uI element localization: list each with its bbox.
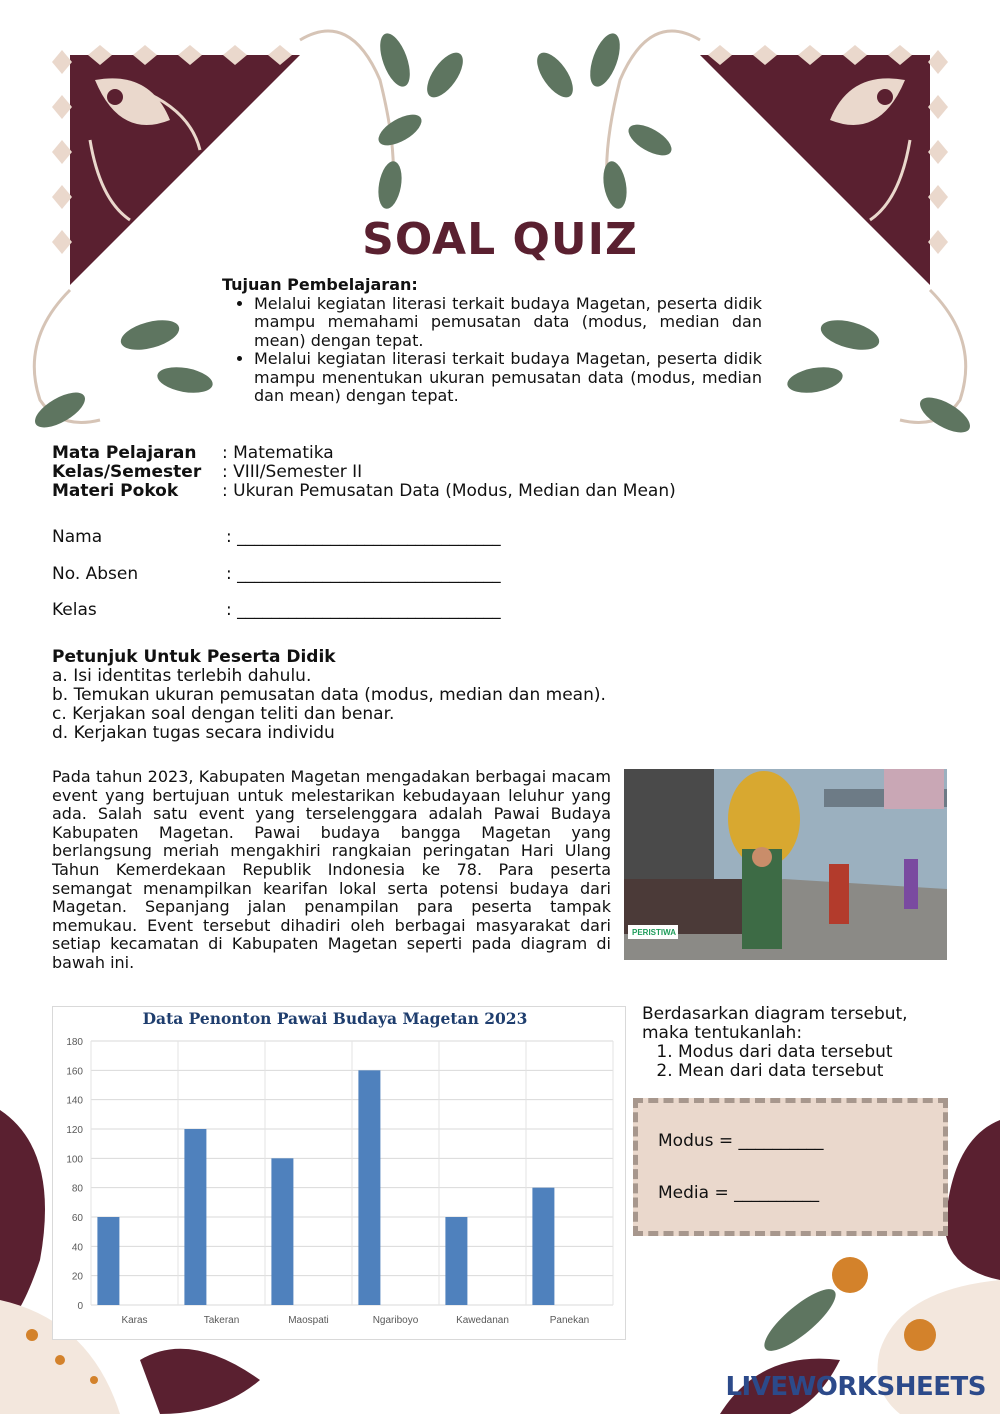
learning-goals-heading: Tujuan Pembelajaran: <box>222 275 418 294</box>
topic-value: : Ukuran Pemusatan Data (Modus, Median dan Mean) <box>222 481 676 501</box>
y-tick-label: 80 <box>71 1183 83 1195</box>
y-tick-label: 140 <box>66 1095 83 1107</box>
x-tick-label: Kawedanan <box>456 1315 509 1326</box>
name-row <box>52 527 501 547</box>
bar-panekan <box>532 1188 554 1305</box>
absen-label: No. Absen <box>52 564 139 584</box>
class-label: Kelas/Semester <box>52 462 202 482</box>
learning-goal-item: • Melalui kegiatan literasi terkait budaya Magetan, peserta didik mampu memahami pemusatan data (modus, median dan mean) dengan tepat. <box>254 295 762 351</box>
name-label: Nama <box>52 527 103 547</box>
y-tick-label: 40 <box>71 1242 83 1254</box>
chart-title: Data Penonton Pawai Budaya Magetan 2023 <box>142 1009 528 1028</box>
absen-field[interactable]: : _______________________________ <box>226 564 501 584</box>
page-title: SOAL QUIZ <box>362 214 638 265</box>
media-answer-field[interactable]: Media = __________ <box>658 1183 820 1203</box>
x-tick-label: Karas <box>121 1315 148 1326</box>
y-tick-label: 0 <box>77 1301 83 1312</box>
class-value: : VIII/Semester II <box>222 462 363 482</box>
x-tick-label: Takeran <box>203 1315 240 1326</box>
absen-row <box>52 564 501 584</box>
topic-label: Materi Pokok <box>52 481 179 501</box>
y-tick-label: 60 <box>71 1213 83 1224</box>
photo-badge: PERISTIWA <box>632 928 677 937</box>
liveworksheets-wordmark: LIVEWORKSHEETS <box>725 1372 986 1402</box>
bar-chart <box>53 1007 625 1339</box>
x-tick-label: Panekan <box>549 1315 590 1326</box>
y-tick-label: 100 <box>66 1154 83 1166</box>
story-paragraph: Pada tahun 2023, Kabupaten Magetan mengadakan berbagai macam event yang bertujuan untuk melestarikan kebudayaan leluhur yang ada. Salah satu event yang terselenggara adalah Pawai Budaya Kabupaten Magetan. Pawai budaya bangga Magetan yang berlangsung meriah mengakhiri rangkaian peringatan Hari Ulang Tahun Kemerdekaan Republik Indonesia ke 78. Para peserta semangat menampilkan kearifan lokal serta potensi budaya dari Magetan. Sepanjang jalan penampilan para peserta tampak memukau. Event tersebut dihadiri oleh berbagai masyarakat dari setiap kecamatan di Kabupaten Magetan seperti pada diagram di bawah ini. <box>52 767 611 972</box>
instructions <box>52 648 606 743</box>
bar-kawedanan <box>445 1217 467 1305</box>
learning-goal-item: • Melalui kegiatan literasi terkait budaya Magetan, peserta didik mampu menentukan ukuran pemusatan data (modus, median dan mean) dengan tepat. <box>254 350 762 406</box>
subject-info <box>52 444 676 501</box>
kelas-field[interactable]: : _______________________________ <box>226 600 501 620</box>
bar-ngariboyo <box>358 1070 380 1305</box>
question-item: 2. Mean dari data tersebut <box>678 1062 942 1081</box>
instruction-item: a. Isi identitas terlebih dahulu. <box>52 666 312 686</box>
subject-value: : Matematika <box>222 443 334 463</box>
y-tick-label: 20 <box>71 1271 83 1283</box>
question-block <box>642 1005 942 1081</box>
x-tick-label: Ngariboyo <box>372 1315 419 1326</box>
question-item: 1. Modus dari data tersebut <box>678 1043 942 1062</box>
bar-chart-panel <box>52 1006 626 1340</box>
kelas-row <box>52 600 501 620</box>
name-field[interactable]: : _______________________________ <box>226 527 501 547</box>
answer-box <box>633 1098 948 1236</box>
instruction-item: b. Temukan ukuran pemusatan data (modus, median dan mean). <box>52 685 606 705</box>
subject-label: Mata Pelajaran <box>52 443 197 463</box>
instruction-item: d. Kerjakan tugas secara individu <box>52 723 335 743</box>
bar-karas <box>97 1217 119 1305</box>
kelas-label: Kelas <box>52 600 97 620</box>
x-tick-label: Maospati <box>288 1315 329 1326</box>
question-intro: Berdasarkan diagram tersebut, maka tentukanlah: <box>642 1004 908 1043</box>
learning-goals <box>222 276 762 406</box>
instructions-heading: Petunjuk Untuk Peserta Didik <box>52 647 336 667</box>
y-tick-label: 180 <box>66 1037 83 1048</box>
bar-maospati <box>271 1158 293 1305</box>
instruction-item: c. Kerjakan soal dengan teliti dan benar. <box>52 704 395 724</box>
y-tick-label: 120 <box>66 1125 83 1136</box>
bar-takeran <box>184 1129 206 1305</box>
modus-answer-field[interactable]: Modus = __________ <box>658 1131 824 1151</box>
parade-photo <box>624 769 947 960</box>
liveworksheets-logo <box>725 1372 986 1402</box>
y-tick-label: 160 <box>66 1066 83 1078</box>
